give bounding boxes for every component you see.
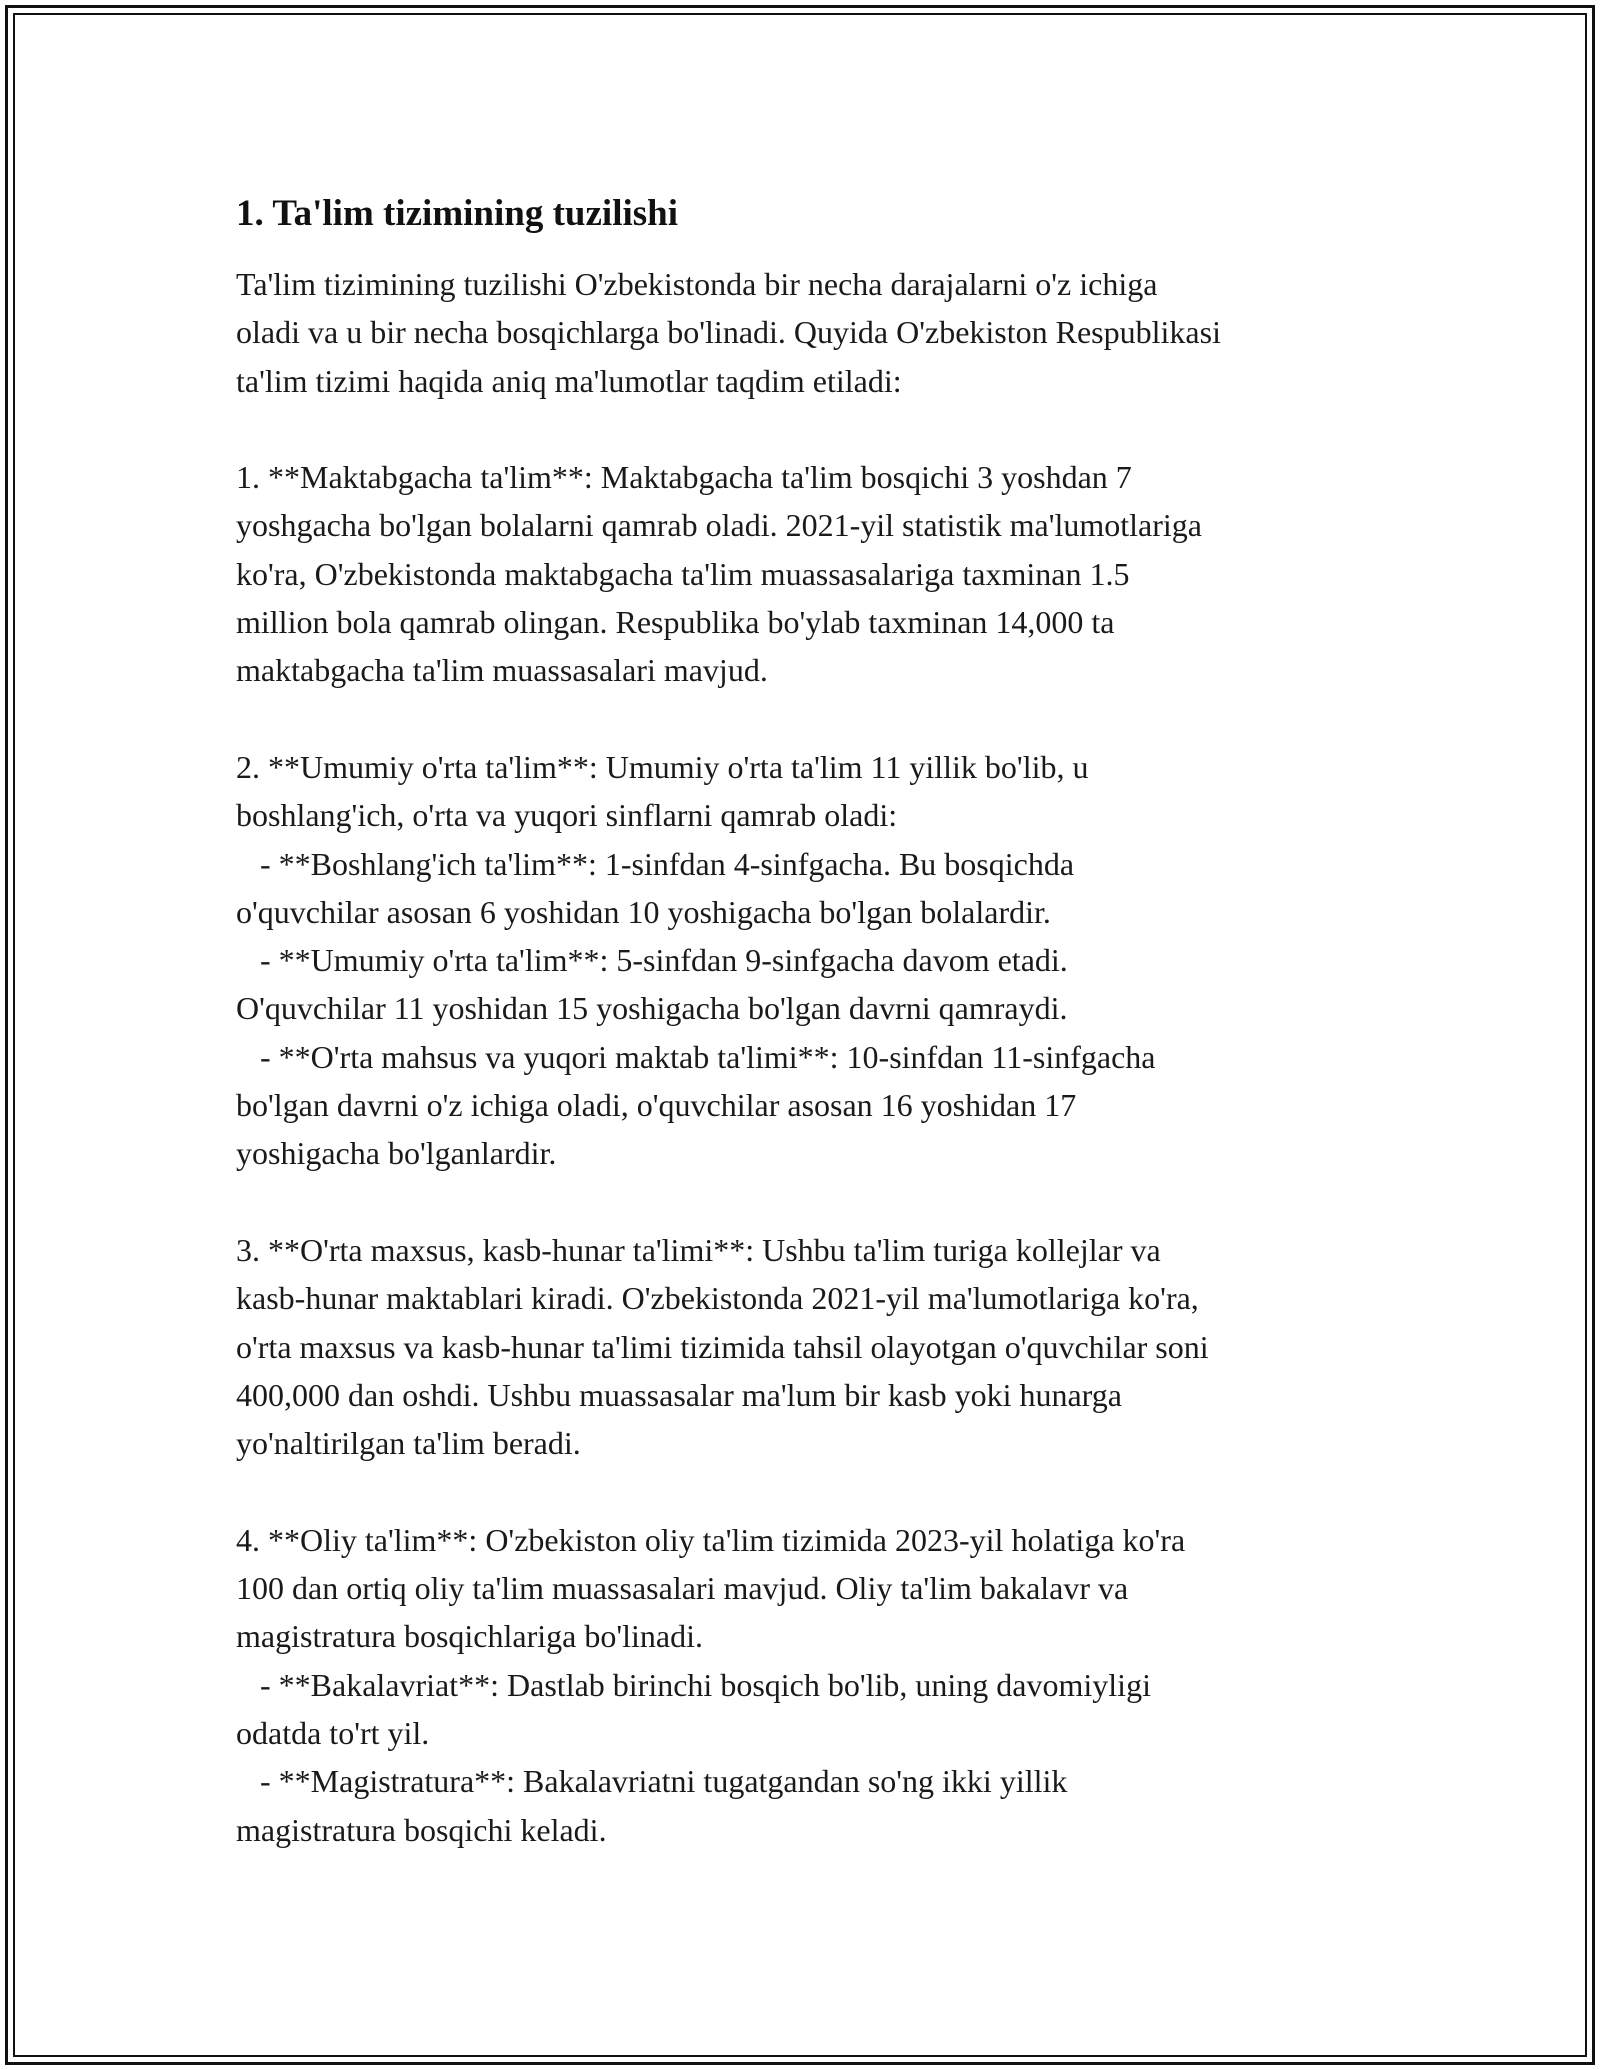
section-heading: 1. Ta'lim tizimining tuzilishi [236,193,679,234]
document-content [236,190,1376,1854]
section-body-text: Ta'lim tizimining tuzilishi O'zbekistonda bir necha darajalarni o'z ichiga oladi va u bir necha bosqichlarga bo'linadi. Quyida O'zbekiston Respublikasi ta'lim tizimi haqida aniq ma'lumotlar taqdim etiladi: 1. **Maktabgacha ta'lim**: Maktabgacha ta'lim bosqichi 3 yoshdan 7 yoshgacha bo'lgan bolalarni qamrab oladi. 2021-yil statistik ma'lumotlariga ko'ra, O'zbekistonda maktabgacha ta'lim muassasalariga taxminan 1.5 million bola qamrab olingan. Respublika bo'ylab taxminan 14,000 ta maktabgacha ta'lim muassasalari mavjud. 2. **Umumiy o'rta ta'lim**: Umumiy o'rta ta'lim 11 yillik bo'lib, u boshlang'ich, o'rta va yuqori sinflarni qamrab oladi: - **Boshlang'ich ta'lim**: 1-sinfdan 4-sinfgacha. Bu bosqichda o'quvchilar asosan 6 yoshidan 10 yoshigacha bo'lgan bolalardir. - **Umumiy o'rta ta'lim**: 5-sinfdan 9-sinfgacha davom etadi. O'quvchilar 11 yoshidan 15 yoshigacha bo'lgan davrni qamraydi. - **O'rta mahsus va yuqori maktab ta'limi**: 10-sinfdan 11-sinfgacha bo'lgan davrni o'z ichiga oladi, o'quvchilar asosan 16 yoshidan 17 yoshigacha bo'lganlardir. 3. **O'rta maxsus, kasb-hunar ta'limi**: Ushbu ta'lim turiga kollejlar va kasb-hunar maktablari kiradi. O'zbekistonda 2021-yil ma'lumotlariga ko'ra, o'rta maxsus va kasb-hunar ta'limi tizimida tahsil olayotgan o'quvchilar soni 400,000 dan oshdi. Ushbu muassasalar ma'lum bir kasb yoki hunarga yo'naltirilgan ta'lim beradi. 4. **Oliy ta'lim**: O'zbekiston oliy ta'lim tizimida 2023-yil holatiga ko'ra 100 dan ortiq oliy ta'lim muassasalari mavjud. Oliy ta'lim bakalavr va magistratura bosqichlariga bo'linadi. - **Bakalavriat**: Dastlab birinchi bosqich bo'lib, uning davomiyligi odatda to'rt yil. - **Magistratura**: Bakalavriatni tugatgandan so'ng ikki yillik magistratura bosqichi keladi. [236,266,1221,1848]
